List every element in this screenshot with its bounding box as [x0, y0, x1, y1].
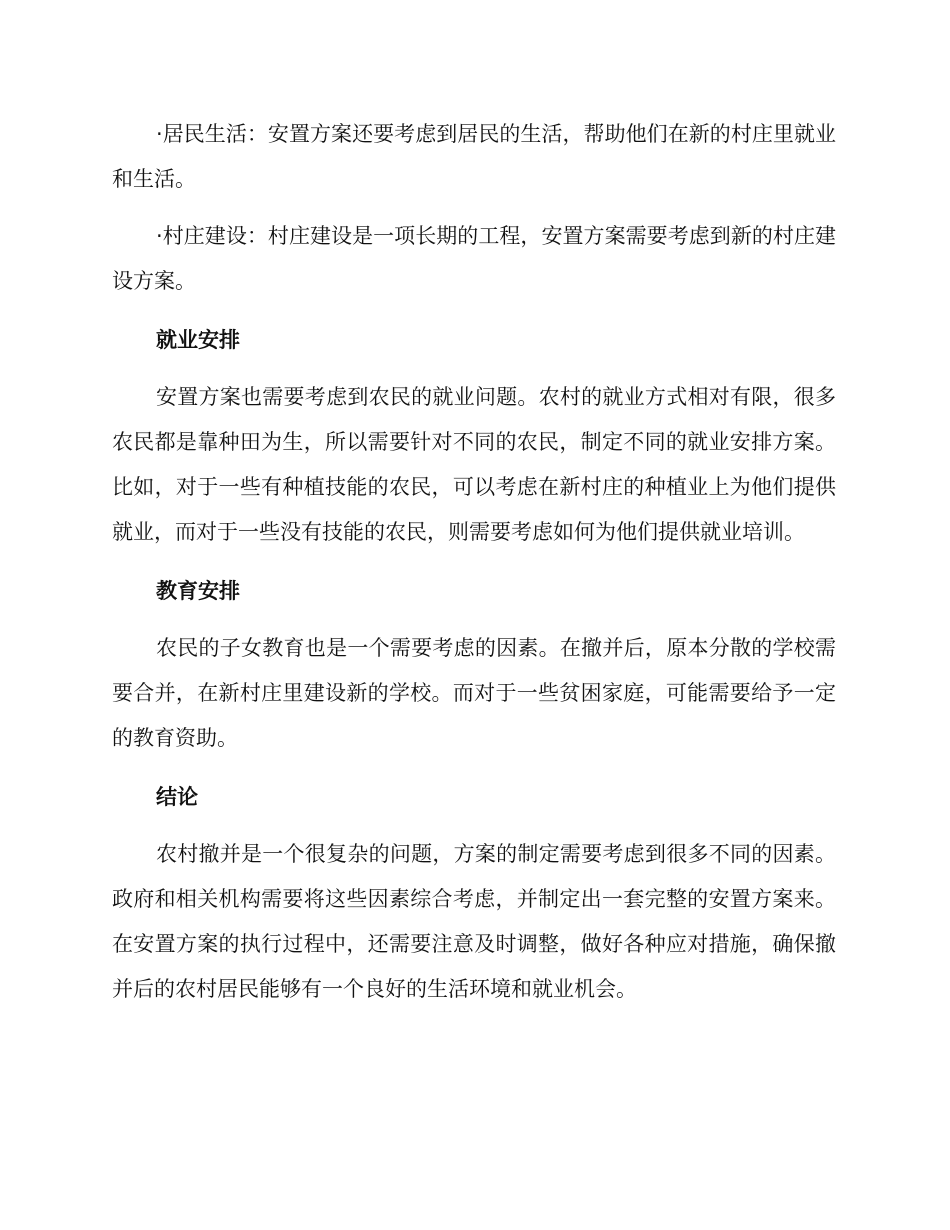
document-content	[112, 112, 836, 1012]
heading-conclusion: 结论	[156, 785, 198, 809]
bullet-village-construction: ·村庄建设：村庄建设是一项长期的工程，安置方案需要考虑到新的村庄建设方案。	[112, 224, 836, 293]
heading-education: 教育安排	[156, 579, 240, 603]
paragraph-conclusion: 农村撤并是一个很复杂的问题，方案的制定需要考虑到很多不同的因素。政府和相关机构需要将这些因素综合考虑，并制定出一套完整的安置方案来。在安置方案的执行过程中，还需要注意及时调整，做好各种应对措施，确保撤并后的农村居民能够有一个良好的生活环境和就业机会。	[112, 842, 836, 1001]
heading-employment: 就业安排	[156, 328, 240, 352]
bullet-residents-life: ·居民生活：安置方案还要考虑到居民的生活，帮助他们在新的村庄里就业和生活。	[112, 122, 836, 191]
paragraph-education: 农民的子女教育也是一个需要考虑的因素。在撤并后，原本分散的学校需要合并，在新村庄里建设新的学校。而对于一些贫困家庭，可能需要给予一定的教育资助。	[112, 636, 836, 750]
paragraph-employment: 安置方案也需要考虑到农民的就业问题。农村的就业方式相对有限，很多农民都是靠种田为生，所以需要针对不同的农民，制定不同的就业安排方案。比如，对于一些有种植技能的农民，可以考虑在新村庄的种植业上为他们提供就业，而对于一些没有技能的农民，则需要考虑如何为他们提供就业培训。	[112, 385, 836, 544]
